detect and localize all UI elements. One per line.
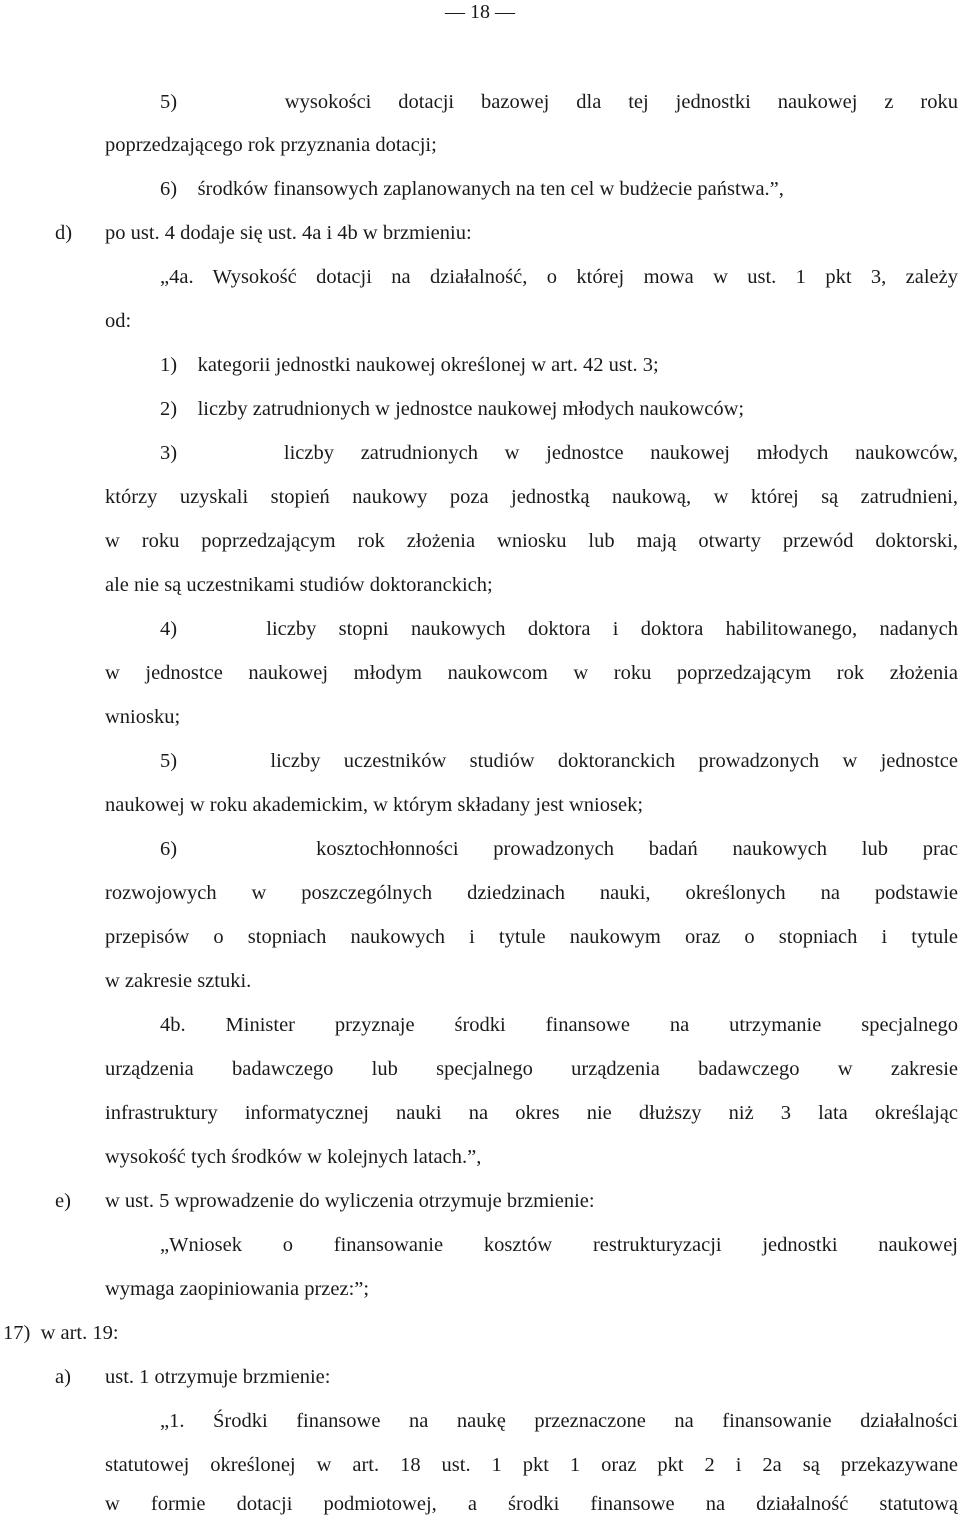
paragraph-line: 6) środków finansowych zaplanowanych na ten cel w budżecie państwa.”, <box>160 178 784 200</box>
paragraph-line: 2) liczby zatrudnionych w jednostce naukowej młodych naukowców; <box>160 398 745 420</box>
paragraph-line: „Wniosek o finansowanie kosztów restrukturyzacji jednostki naukowej <box>160 1234 958 1256</box>
paragraph-line: wymaga zaopiniowania przez:”; <box>105 1278 370 1300</box>
paragraph-line: „4a. Wysokość dotacji na działalność, o której mowa w ust. 1 pkt 3, zależy <box>160 266 958 288</box>
paragraph-line: poprzedzającego rok przyznania dotacji; <box>105 134 437 156</box>
paragraph-line: rozwojowych w poszczególnych dziedzinach nauki, określonych na podstawie <box>105 882 958 904</box>
paragraph-line: w jednostce naukowej młodym naukowcom w roku poprzedzającym rok złożenia <box>105 662 958 684</box>
paragraph-line: naukowej w roku akademickim, w którym składany jest wniosek; <box>105 794 644 816</box>
paragraph-line: wysokość tych środków w kolejnych latach.”, <box>105 1146 482 1168</box>
paragraph-line: 3) liczby zatrudnionych w jednostce naukowej młodych naukowców, <box>160 442 958 464</box>
paragraph-line: 4) liczby stopni naukowych doktora i doktora habilitowanego, nadanych <box>160 618 958 640</box>
paragraph-line: w roku poprzedzającym rok złożenia wniosku lub mają otwarty przewód doktorski, <box>105 530 958 552</box>
paragraph-line: „1. Środki finansowe na naukę przeznaczone na finansowanie działalności <box>160 1410 958 1432</box>
paragraph-line: 5) wysokości dotacji bazowej dla tej jednostki naukowej z roku <box>160 91 958 113</box>
list-marker: e) <box>55 1190 71 1212</box>
paragraph-line: 17) w art. 19: <box>3 1322 119 1344</box>
paragraph-line: w zakresie sztuki. <box>105 970 252 992</box>
paragraph-line: urządzenia badawczego lub specjalnego urządzenia badawczego w zakresie <box>105 1058 958 1080</box>
paragraph-line: wniosku; <box>105 706 181 728</box>
paragraph-line: w ust. 5 wprowadzenie do wyliczenia otrzymuje brzmienie: <box>105 1190 595 1212</box>
paragraph-line: 5) liczby uczestników studiów doktoranckich prowadzonych w jednostce <box>160 750 958 772</box>
paragraph-line: którzy uzyskali stopień naukowy poza jednostką naukową, w której są zatrudnieni, <box>105 486 958 508</box>
paragraph-line: po ust. 4 dodaje się ust. 4a i 4b w brzmieniu: <box>105 222 472 244</box>
list-marker: d) <box>55 222 73 244</box>
paragraph-line: statutowej określonej w art. 18 ust. 1 pkt 1 oraz pkt 2 i 2a są przekazywane <box>105 1454 958 1476</box>
paragraph-line: infrastruktury informatycznej nauki na okres nie dłuższy niż 3 lata określając <box>105 1102 958 1124</box>
list-marker: a) <box>55 1366 71 1388</box>
paragraph-line: przepisów o stopniach naukowych i tytule naukowym oraz o stopniach i tytule <box>105 926 958 948</box>
paragraph-line: w formie dotacji podmiotowej, a środki finansowe na działalność statutową <box>105 1493 958 1515</box>
paragraph-line: ust. 1 otrzymuje brzmienie: <box>105 1366 331 1388</box>
paragraph-line: od: <box>105 310 132 332</box>
paragraph-line: ale nie są uczestnikami studiów doktoranckich; <box>105 574 493 596</box>
paragraph-line: 4b. Minister przyznaje środki finansowe na utrzymanie specjalnego <box>160 1014 958 1036</box>
paragraph-line: 6) kosztochłonności prowadzonych badań naukowych lub prac <box>160 838 958 860</box>
page-number: — 18 — <box>445 1 515 23</box>
paragraph-line: 1) kategorii jednostki naukowej określonej w art. 42 ust. 3; <box>160 354 659 376</box>
